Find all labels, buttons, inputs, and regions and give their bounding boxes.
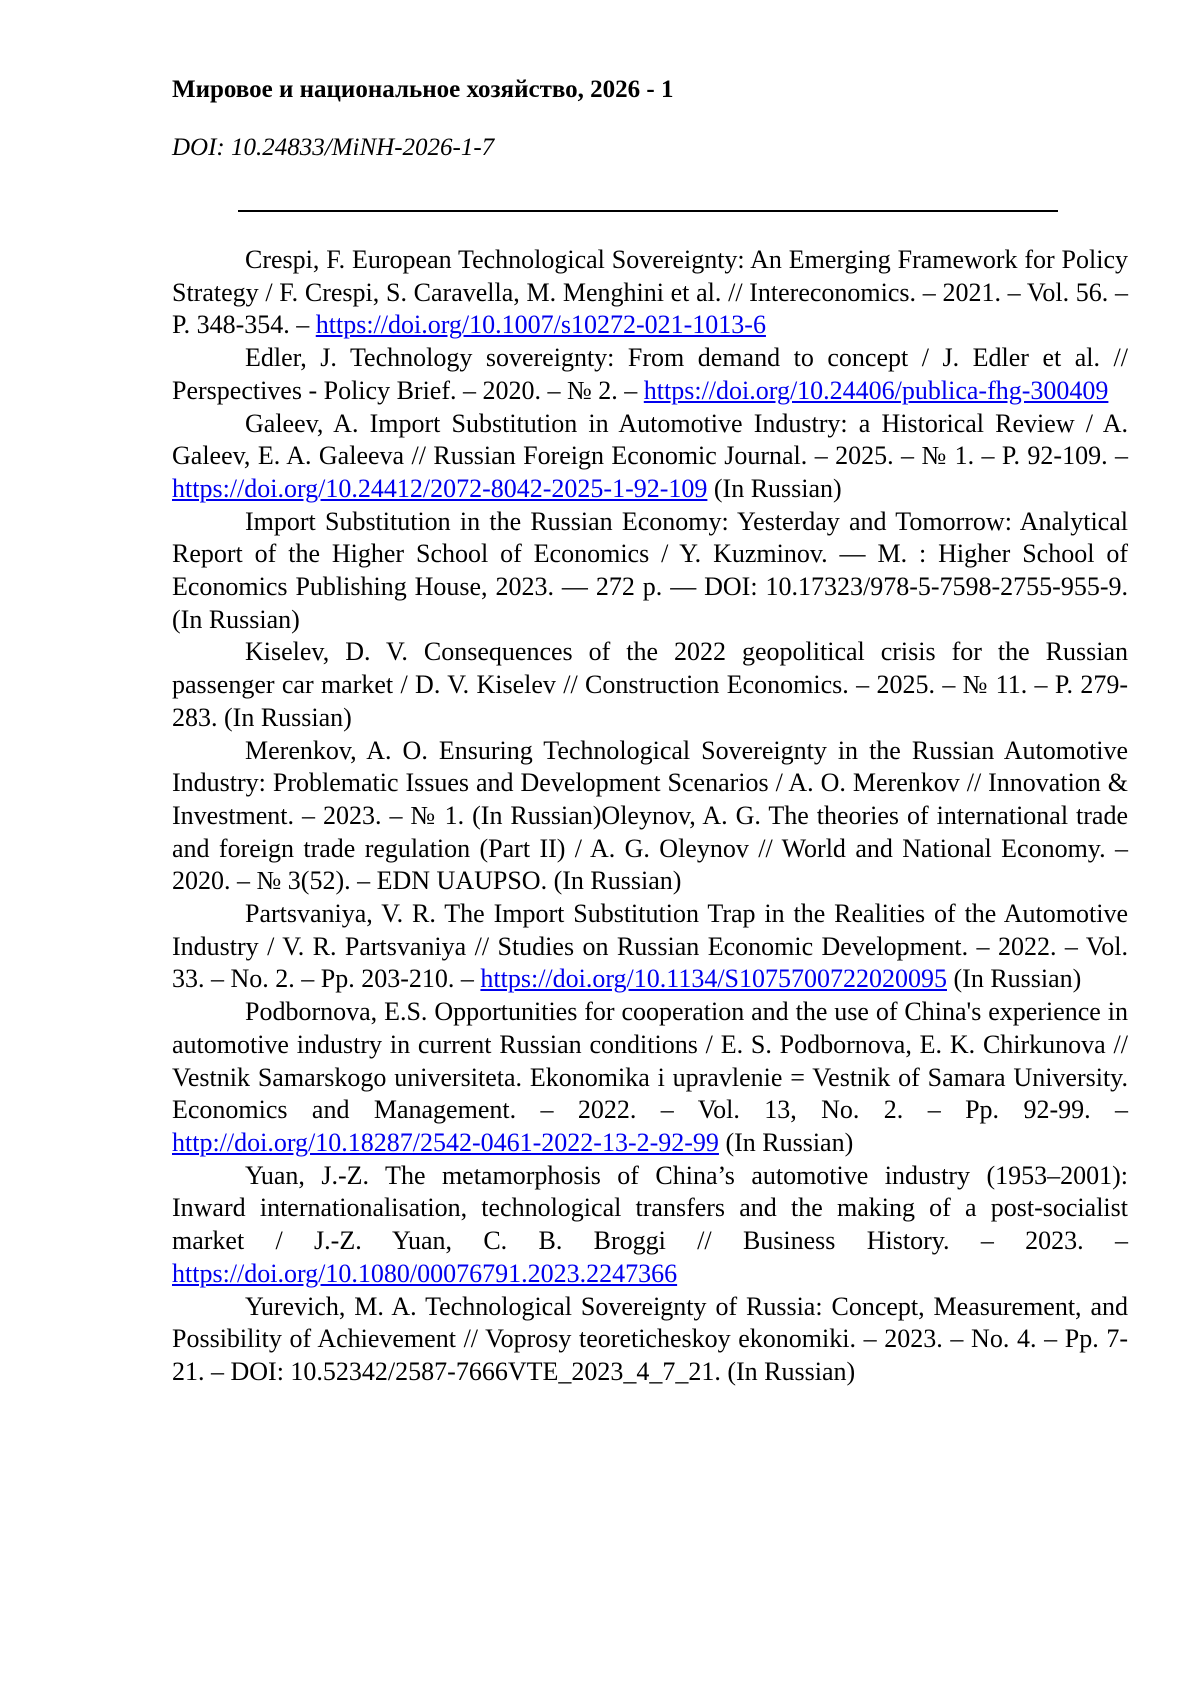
reference-item — [172, 636, 1128, 734]
reference-text: Yurevich, M. A. Technological Sovereignty of Russia: Concept, Measurement, and Possibility of Achievement // Voprosy teoreticheskoy ekonomiki. – 2023. – No. 4. – Pp. 7-21. – DOI: 10.52342/2587-7666VTE_2023_4_7_21. (In Russian) — [172, 1291, 1128, 1386]
reference-note: (In Russian) — [707, 473, 842, 503]
reference-text: Kiselev, D. V. Consequences of the 2022 geopolitical crisis for the Russian passenger car market / D. V. Kiselev // Construction Economics. – 2025. – № 11. – P. 279-283. (In Russian) — [172, 637, 1128, 732]
reference-text: Partsvaniya, V. R. The Import Substitution Trap in the Realities of the Automotive Industry / V. R. Partsvaniya // Studies on Russian Economic Development. – 2022. – Vol. 33. – No. 2. – Pp. 203-210. – — [172, 899, 1128, 994]
reference-text: Import Substitution in the Russian Economy: Yesterday and Tomorrow: Analytical Report of the Higher School of Economics / Y. Kuzminov. — M. : Higher School of Economics Publishing House, 2023. — 272 p. — DOI: 10.17323/978-5-7598-2755-955-9. (In Russian) — [172, 506, 1128, 634]
header-separator — [238, 210, 1058, 212]
journal-title: Мировое и национальное хозяйство, 2026 - 1 — [172, 76, 674, 103]
reference-text: Edler, J. Technology sovereignty: From demand to concept / J. Edler et al. // Perspectives - Policy Brief. – 2020. – № 2. – — [172, 343, 1128, 405]
reference-note: (In Russian) — [718, 1127, 854, 1157]
reference-text: Yuan, J.-Z. The metamorphosis of China’s automotive industry (1953–2001): Inward internationalisation, technological transfers and the making of a post-socialist market / J.-Z. Yuan, C. B. Broggi // Business History. – 2023. – — [172, 1160, 1128, 1256]
reference-list — [172, 244, 1128, 1389]
reference-link[interactable]: http://doi.org/10.18287/2542-0461-2022-13-2-92-99 — [172, 1127, 719, 1157]
reference-item — [172, 244, 1128, 342]
reference-item — [172, 408, 1128, 506]
reference-link[interactable]: https://doi.org/10.24406/publica-fhg-300409 — [643, 375, 1109, 405]
reference-link[interactable]: https://doi.org/10.1080/00076791.2023.2247366 — [172, 1258, 678, 1288]
reference-item — [172, 898, 1128, 996]
reference-item — [172, 735, 1128, 899]
reference-item — [172, 506, 1128, 637]
reference-item — [172, 996, 1128, 1160]
reference-link[interactable]: https://doi.org/10.1007/s10272-021-1013-6 — [315, 310, 766, 340]
reference-text: Galeev, A. Import Substitution in Automotive Industry: a Historical Review / A. Galeev, E. A. Galeeva // Russian Foreign Economic Journal. – 2025. – № 1. – P. 92-109. – — [172, 408, 1128, 471]
reference-link[interactable]: https://doi.org/10.1134/S1075700722020095 — [480, 964, 947, 994]
article-doi: DOI: 10.24833/MiNH-2026-1-7 — [172, 134, 495, 161]
reference-item — [172, 342, 1128, 407]
reference-item — [172, 1160, 1128, 1291]
reference-note: (In Russian) — [947, 964, 1082, 994]
reference-link[interactable]: https://doi.org/10.24412/2072-8042-2025-1-92-109 — [172, 473, 708, 503]
reference-text: Podbornova, E.S. Opportunities for cooperation and the use of China's experience in automotive industry in current Russian conditions / E. S. Podbornova, E. K. Chirkunova // Vestnik Samarskogo universiteta. Ekonomika i upravlenie = Vestnik of Samara University. Economics and Management. – 2022. – Vol. 13, No. 2. – Pp. 92-99. – — [172, 997, 1128, 1125]
reference-text: Crespi, F. European Technological Sovereignty: An Emerging Framework for Policy Strategy / F. Crespi, S. Caravella, M. Menghini et al. // Intereconomics. – 2021. – Vol. 56. – P. 348-354. – — [172, 245, 1128, 340]
reference-item — [172, 1291, 1128, 1389]
reference-text: Merenkov, A. O. Ensuring Technological Sovereignty in the Russian Automotive Industry: Problematic Issues and Development Scenarios / A. O. Merenkov // Innovation & Investment. – 2023. – № 1. (In Russian)Oleynov, A. G. The theories of international trade and foreign trade regulation (Part II) / A. G. Oleynov // World and National Economy. – 2020. – № 3(52). – EDN UAUPSO. (In Russian) — [172, 735, 1128, 896]
